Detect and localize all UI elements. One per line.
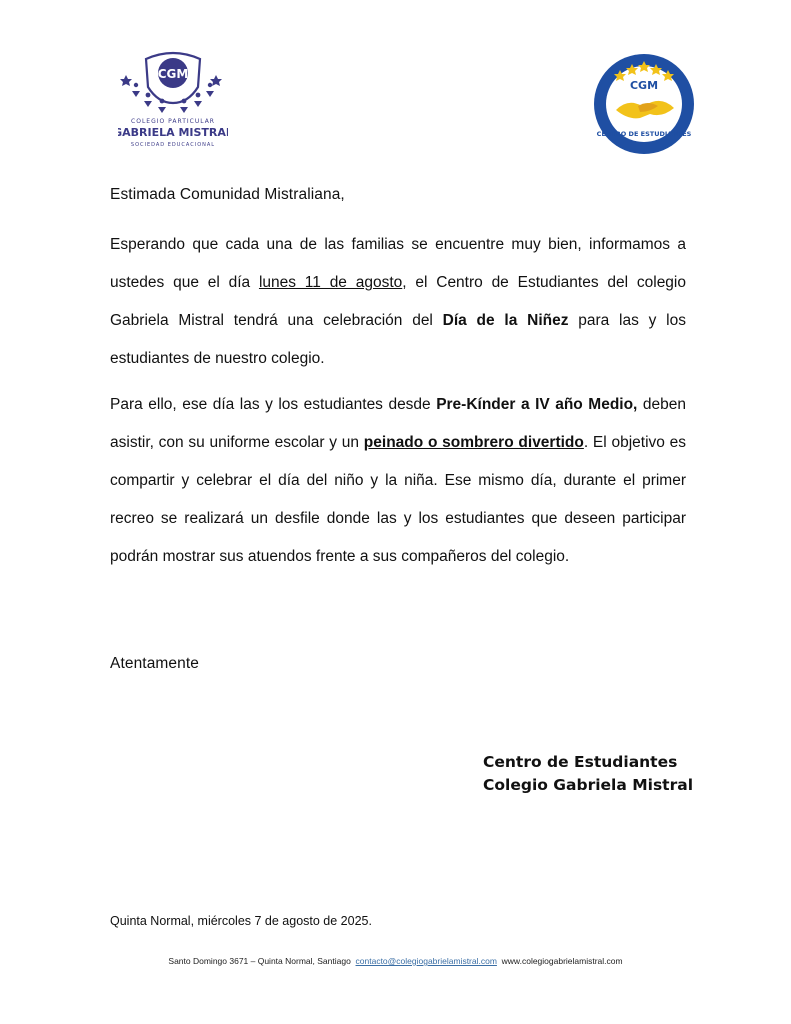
right-logo-monogram: CGM — [629, 79, 659, 92]
paragraph-1 — [110, 226, 686, 378]
signature-line-1: Centro de Estudiantes — [483, 753, 678, 771]
right-logo-ring-text: CENTRO DE ESTUDIANTES — [596, 130, 692, 138]
p1-text-b: , el Centro de Estudiantes del colegio Gabriela Mistral tendrá una celebración del — [110, 274, 686, 329]
event-name: Día de la Niñez — [442, 312, 569, 329]
event-date: lunes 11 de agosto — [258, 274, 403, 291]
p1-text-c: para las y los estudiantes de nuestro colegio. — [110, 312, 686, 367]
grade-levels: Pre-Kínder a IV año Medio, — [436, 396, 638, 413]
paragraph-2 — [110, 386, 686, 576]
costume-theme: peinado o sombrero divertido — [363, 434, 584, 451]
signature — [483, 751, 693, 797]
left-logo-line1: COLEGIO PARTICULAR — [131, 118, 215, 125]
p2-text-c: . El objetivo es compartir y celebrar el día del niño y la niña. Ese mismo día, durante el primer recreo se realizará un desfile donde las y los estudiantes que deseen participar podrán mostrar sus atuendos frente a sus compañeros del colegio. — [110, 434, 687, 565]
student-center-logo — [592, 52, 696, 156]
date-line: Quinta Normal, miércoles 7 de agosto de 2025. — [110, 914, 372, 928]
closing: Atentamente — [110, 655, 199, 672]
p2-text-a: Para ello, ese día las y los estudiantes desde — [110, 396, 437, 413]
school-logo — [118, 45, 228, 155]
signature-line-2: Colegio Gabriela Mistral — [483, 776, 694, 794]
greeting: Estimada Comunidad Mistraliana, — [110, 186, 345, 203]
left-logo-line3: SOCIEDAD EDUCACIONAL — [130, 142, 216, 148]
footer-address: Santo Domingo 3671 – Quinta Normal, Santiago — [168, 956, 351, 966]
footer — [0, 956, 791, 966]
p1-text-a: Esperando que cada una de las familias se encuentre muy bien, informamos a ustedes que el día — [110, 236, 686, 291]
footer-email-link[interactable]: contacto@colegiogabrielamistral.com — [355, 956, 497, 966]
left-logo-line2: GABRIELA MISTRAL — [118, 126, 228, 139]
footer-website[interactable]: www.colegiogabrielamistral.com — [501, 956, 623, 966]
p2-text-b: deben asistir, con su uniforme escolar y un — [110, 396, 686, 451]
left-logo-monogram: CGM — [157, 67, 189, 81]
